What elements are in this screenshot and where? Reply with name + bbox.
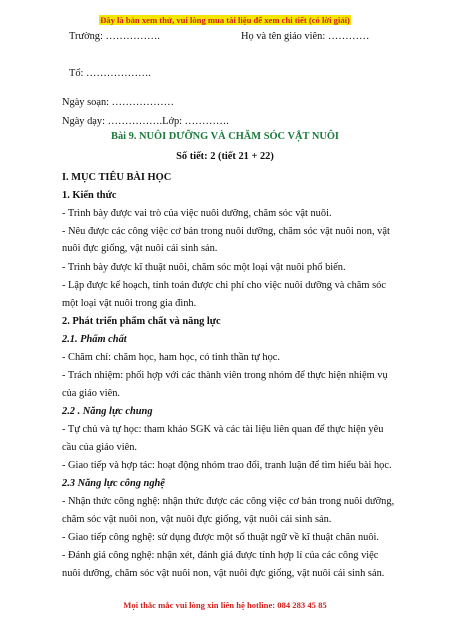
heading-general-competence: 2.2 . Năng lực chung	[62, 406, 153, 417]
date-prepared-field: Ngày soạn: ………………	[62, 97, 174, 108]
heading-knowledge: 1. Kiến thức	[62, 190, 117, 201]
knowledge-item-4b: một loại vật nuôi trong gia đình.	[62, 298, 197, 309]
heading-quality-competence: 2. Phát triển phẩm chất và năng lực	[62, 316, 221, 327]
teacher-field: Họ và tên giáo viên: …………	[241, 31, 370, 42]
section-heading-objectives: I. MỤC TIÊU BÀI HỌC	[62, 172, 172, 183]
hotline-footer: Mọi thắc mắc vui lòng xin liên hệ hotline: 084 283 45 85	[123, 600, 327, 610]
quality-item-1: - Chăm chỉ: chăm học, ham học, có tinh thần tự học.	[62, 352, 281, 363]
knowledge-item-1: - Trình bày được vai trò của việc nuôi dưỡng, chăm sóc vật nuôi.	[62, 208, 332, 219]
tech-item-3a: - Đánh giá công nghệ: nhận xét, đánh giá được tính hợp lí của các công việc	[62, 550, 379, 561]
preview-banner-text: Đây là bản xem thử, vui lòng mua tài liệu để xem chi tiết (có lời giải)	[100, 15, 350, 25]
heading-qualities: 2.1. Phẩm chất	[62, 334, 127, 345]
knowledge-item-2a: - Nêu được các công việc cơ bản trong nuôi dưỡng, chăm sóc vật nuôi non, vật	[62, 226, 390, 237]
group-field: Tổ: ……………….	[69, 68, 151, 79]
tech-item-3b: nuôi dưỡng, chăm sóc vật nuôi non, vật nuôi đực giống, vật nuôi cái sinh sản.	[62, 568, 385, 579]
general-item-2: - Giao tiếp và hợp tác: hoạt động nhóm trao đổi, tranh luận để tìm hiểu bài học.	[62, 460, 392, 471]
knowledge-item-4a: - Lập được kế hoạch, tính toán được chi phí cho việc nuôi dưỡng và chăm sóc	[62, 280, 386, 291]
tech-item-1a: - Nhận thức công nghệ: nhận thức được các công việc cơ bản trong nuôi dưỡng,	[62, 496, 395, 507]
tech-item-2: - Giao tiếp công nghệ: sử dụng được một số thuật ngữ về kĩ thuật chăn nuôi.	[62, 532, 380, 543]
preview-banner	[0, 10, 450, 28]
general-item-1b: cầu của giáo viên.	[62, 442, 138, 453]
date-taught-field: Ngày dạy: …………….Lớp: ………….	[62, 116, 229, 127]
quality-item-2a: - Trách nhiệm: phối hợp với các thành viên trong nhóm để thực hiện nhiệm vụ	[62, 370, 388, 381]
school-field: Trường: …………….	[69, 31, 160, 42]
knowledge-item-2b: nuôi đực giống, vật nuôi cái sinh sản.	[62, 243, 218, 254]
knowledge-item-3: - Trình bày được kĩ thuật nuôi, chăm sóc một loại vật nuôi phổ biến.	[62, 262, 346, 273]
quality-item-2b: của giáo viên.	[62, 388, 120, 399]
lesson-title: Bài 9. NUÔI DƯỠNG VÀ CHĂM SÓC VẬT NUÔI	[111, 131, 339, 142]
heading-tech-competence: 2.3 Năng lực công nghệ	[62, 478, 165, 489]
tech-item-1b: chăm sóc vật nuôi non, vật nuôi đực giống, vật nuôi cái sinh sản.	[62, 514, 332, 525]
lesson-periods: Số tiết: 2 (tiết 21 + 22)	[176, 151, 274, 162]
general-item-1a: - Tự chủ và tự học: tham khảo SGK và các tài liệu liên quan để thực hiện yêu	[62, 424, 384, 435]
